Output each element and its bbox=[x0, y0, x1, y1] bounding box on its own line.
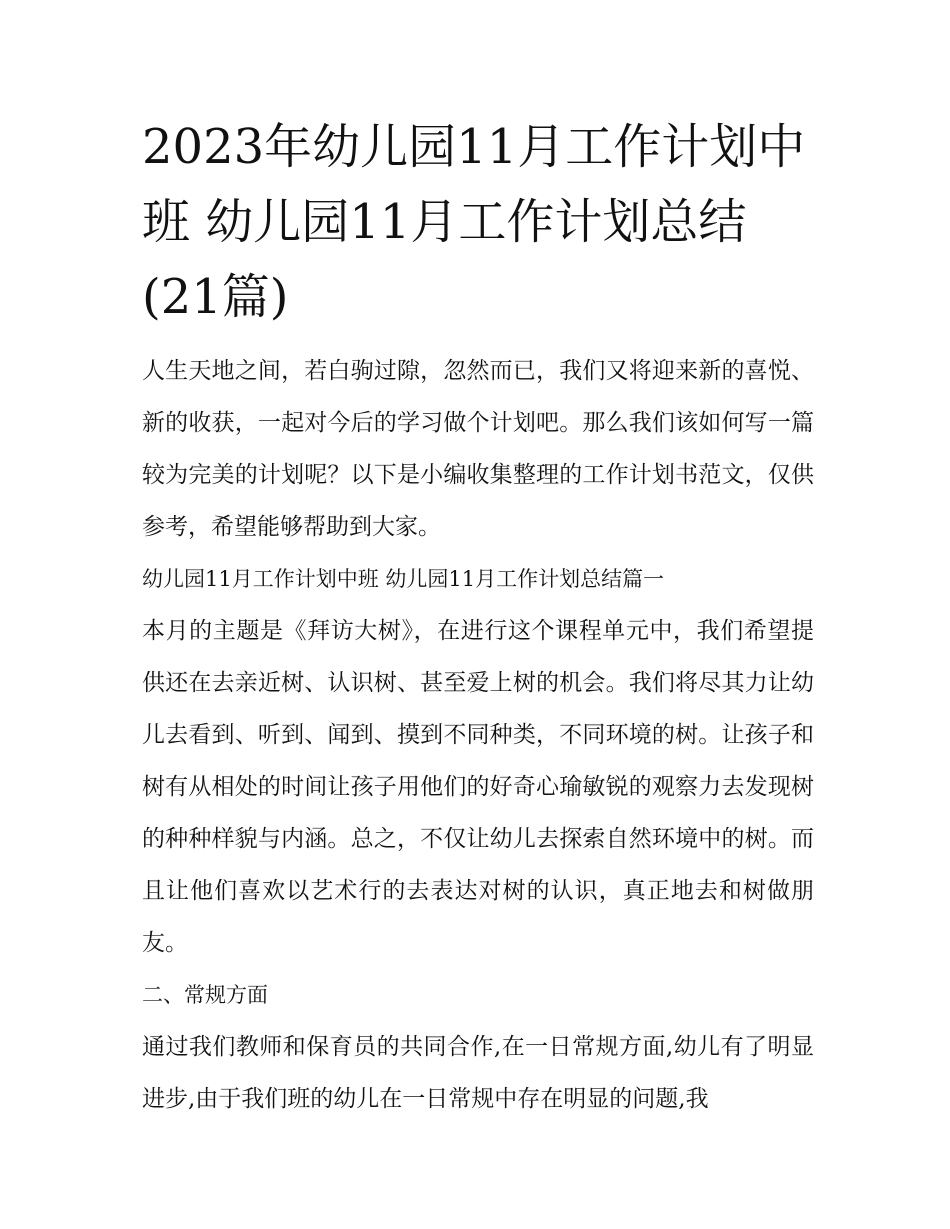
intro-paragraph: 人生天地之间，若白驹过隙，忽然而已，我们又将迎来新的喜悦、新的收获，一起对今后的学习做个计划吧。那么我们该如何写一篇较为完美的计划呢？以下是小编收集整理的工作计划书范文，仅供参考，希望能够帮助到大家。 bbox=[142, 358, 814, 540]
section-heading: 幼儿园11月工作计划中班 幼儿园11月工作计划总结篇一 bbox=[142, 567, 665, 591]
document-title bbox=[142, 110, 814, 335]
subheading-routine: 二、常规方面 bbox=[142, 983, 268, 1007]
body-paragraph-2: 通过我们教师和保育员的共同合作,在一日常规方面,幼儿有了明显进步,由于我们班的幼儿在一日常规中存在明显的问题,我 bbox=[142, 1034, 814, 1112]
document-page bbox=[142, 110, 814, 1125]
body-paragraph-1: 本月的主题是《拜访大树》，在进行这个课程单元中，我们希望提供还在去亲近树、认识树、甚至爱上树的机会。我们将尽其力让幼儿去看到、听到、闻到、摸到不同种类，不同环境的树。让孩子和树有从相处的时间让孩子用他们的好奇心瑜敏锐的观察力去发现树的种种样貌与内涵。总之，不仅让幼儿去探索自然环境中的树。而且让他们喜欢以艺术行的去表达对树的认识，真正地去和树做朋友。 bbox=[142, 618, 814, 956]
document-title-text: 2023年幼儿园11月工作计划中班 幼儿园11月工作计划总结(21篇) bbox=[142, 119, 806, 325]
